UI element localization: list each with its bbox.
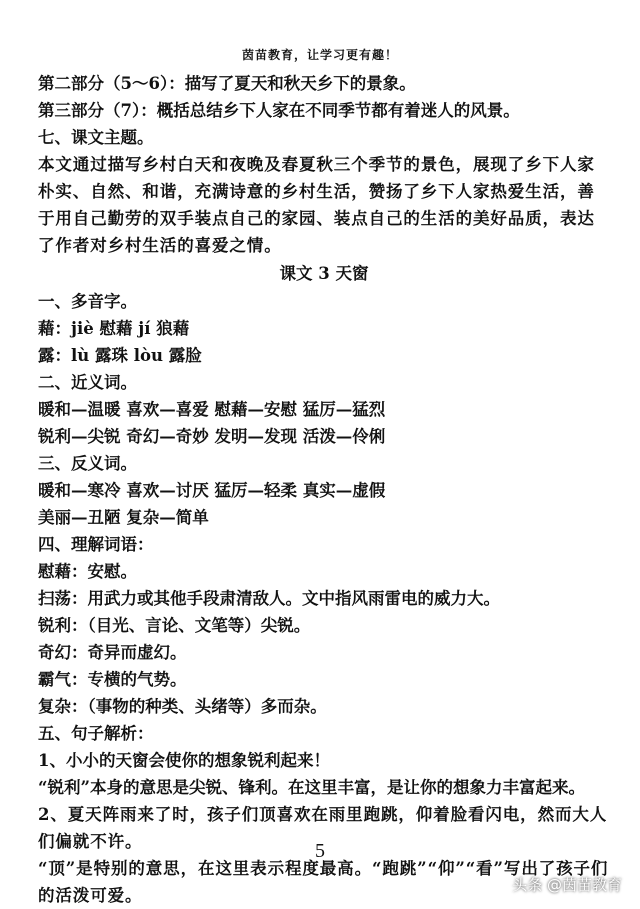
text-paragraph: “顶”是特别的意思，在这里表示程度最高。“跑跳”“仰”“看”写出了孩子们的活泼可爱。 — [38, 859, 609, 905]
page-header: 茵苗教育，让学习更有趣！ — [241, 48, 398, 62]
text-line: 第二部分（5～6）：描写了夏天和秋天乡下的景象。 — [38, 74, 416, 93]
text-line: 藉：jiè 慰藉 jí 狼藉 — [38, 319, 190, 338]
text-paragraph: 2、夏天阵雨来了时，孩子们顶喜欢在雨里跑跳，仰着脸看闪电，然而大人们偏就不许。 — [38, 805, 608, 851]
text-line: 露：lù 露珠 lòu 露脸 — [38, 346, 202, 365]
section-heading: 一、多音字。 — [38, 292, 137, 311]
text-line: 奇幻：奇异而虚幻。 — [38, 643, 187, 662]
text-line: 暖和—寒冷 喜欢—讨厌 猛厉—轻柔 真实—虚假 — [38, 481, 386, 500]
section-heading: 四、理解词语： — [38, 535, 154, 554]
text-line: 复杂：（事物的种类、头绪等）多而杂。 — [38, 697, 327, 716]
text-line: 暖和—温暖 喜欢—喜爱 慰藉—安慰 猛厉—猛烈 — [38, 400, 386, 419]
text-line: 扫荡：用武力或其他手段肃清敌人。文中指风雨雷电的威力大。 — [38, 589, 500, 608]
lesson-title: 课文 3 天窗 — [279, 264, 369, 283]
section-heading: 二、近义词。 — [38, 373, 137, 392]
text-line: 第三部分（7）：概括总结乡下人家在不同季节都有着迷人的风景。 — [38, 101, 520, 120]
text-line: “锐利”本身的意思是尖锐、锋利。在这里丰富，是让你的想象力丰富起来。 — [38, 778, 585, 797]
section-heading: 七、课文主题。 — [38, 128, 154, 147]
section-heading: 五、句子解析： — [38, 724, 154, 743]
text-line: 1、小小的天窗会使你的想象锐利起来！ — [38, 751, 330, 770]
text-line: 美丽—丑陋 复杂—简单 — [38, 508, 209, 527]
text-line: 霸气：专横的气势。 — [38, 670, 187, 689]
watermark: 头条 @茵苗教育 — [512, 876, 622, 894]
document-body — [38, 70, 610, 909]
text-line: 锐利—尖锐 奇幻—奇妙 发明—发现 活泼—伶俐 — [38, 427, 386, 446]
text-line: 慰藉：安慰。 — [38, 562, 137, 581]
page-number: 5 — [315, 840, 325, 862]
text-line: 锐利：（目光、言论、文笔等）尖锐。 — [38, 616, 311, 635]
section-heading: 三、反义词。 — [38, 454, 137, 473]
theme-paragraph: 本文通过描写乡村白天和夜晚及春夏秋三个季节的景色，展现了乡下人家朴实、自然、和谐，充满诗意的乡村生活，赞扬了乡下人家热爱生活，善于用自己勤劳的双手装点自己的家园、装点自己的生活的美好品质，表达了作者对乡村生活的喜爱之情。 — [38, 155, 595, 255]
